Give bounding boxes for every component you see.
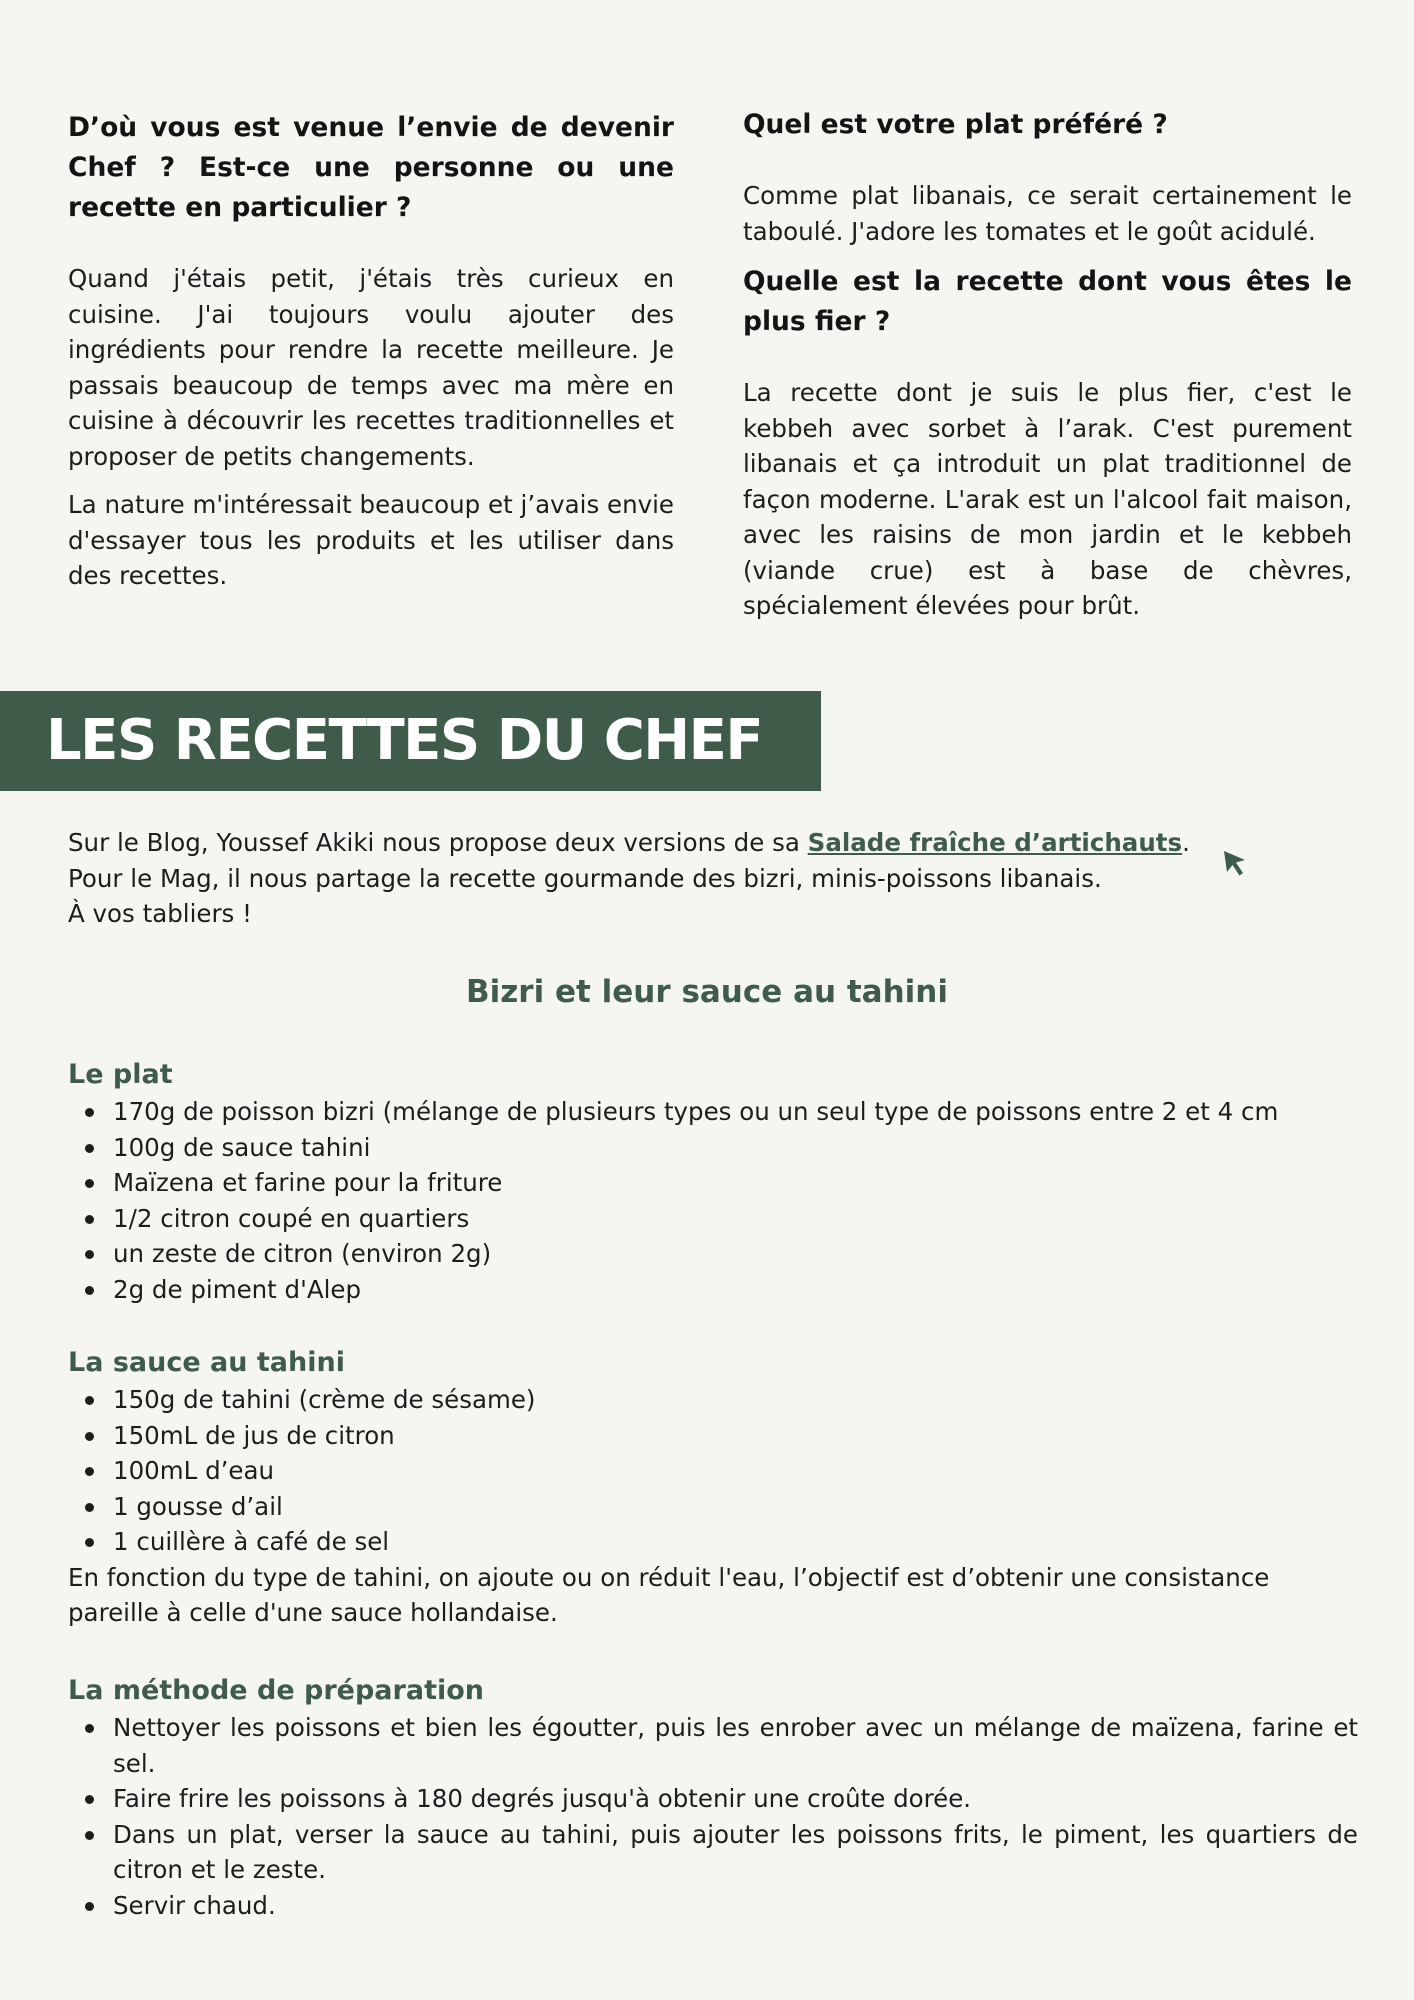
list-item-text: 170g de poisson bizri (mélange de plusieurs types ou un seul type de poissons entre 2 et 4 cm <box>113 1097 1279 1126</box>
cursor-arrow-icon <box>1222 849 1248 877</box>
bullet-icon <box>85 1902 94 1911</box>
answer-proudest-recipe: La recette dont je suis le plus fier, c'est le kebbeh avec sorbet à l’arak. C'est purement libanais et ça introduit un plat traditionnel de façon moderne. L'arak est un l'alcool fait maison, avec les raisins de mon jardin et le kebbeh (viande crue) est à base de chèvres, spécialement élevées pour brût. <box>743 378 1352 620</box>
list-item <box>68 1201 1358 1237</box>
list-item <box>68 1489 1358 1525</box>
list-item-text: 100g de sauce tahini <box>113 1132 371 1162</box>
answer-origin-paragraph-2: La nature m'intéressait beaucoup et j’avais envie d'essayer tous les produits et les utiliser dans des recettes. <box>68 490 674 590</box>
list-item <box>68 1710 1358 1781</box>
list-item-text: 150mL de jus de citron <box>113 1420 395 1450</box>
intro-line-1-prefix: Sur le Blog, Youssef Akiki nous propose deux versions de sa <box>68 828 808 857</box>
answer-favorite-dish: Comme plat libanais, ce serait certainement le taboulé. J'adore les tomates et le goût acidulé. <box>743 181 1352 246</box>
intro-line-3: À vos tabliers ! <box>68 899 252 928</box>
section-sauce-tahini <box>68 1344 1358 1631</box>
list-item-text: 100mL d’eau <box>113 1456 275 1485</box>
section-le-plat <box>68 1056 1358 1307</box>
list-item-text: un zeste de citron (environ 2g) <box>113 1239 492 1268</box>
intro-text <box>68 825 1358 932</box>
list-item-text: Dans un plat, verser la sauce au tahini, puis ajouter les poissons frits, le piment, les quartiers de citron et le zeste. <box>113 1819 1358 1884</box>
intro-line-2: Pour le Mag, il nous partage la recette gourmande des bizri, minis-poissons libanais. <box>68 863 1102 893</box>
list-item <box>68 1817 1358 1888</box>
section-banner <box>0 691 821 791</box>
section-heading-sauce: La sauce au tahini <box>68 1347 345 1378</box>
question-proudest-recipe: Quelle est la recette dont vous êtes le plus fier ? <box>743 266 1352 337</box>
bullet-icon <box>85 1396 94 1405</box>
intro-line-1-suffix: . <box>1182 828 1190 857</box>
recipe-title: Bizri et leur sauce au tahini <box>466 974 948 1010</box>
list-item <box>68 1236 1358 1272</box>
question-origin: D’où vous est venue l’envie de devenir Chef ? Est-ce une personne ou une recette en particulier ? <box>68 112 674 223</box>
list-item-text: Nettoyer les poissons et bien les égoutter, puis les enrober avec un mélange de maïzena, farine et sel. <box>113 1713 1358 1778</box>
list-item-text: Servir chaud. <box>113 1890 276 1920</box>
method-step-list <box>68 1710 1358 1923</box>
list-item <box>68 1888 1358 1924</box>
bullet-icon <box>85 1831 94 1840</box>
bullet-icon <box>85 1215 94 1224</box>
list-item-text: 150g de tahini (crème de sésame) <box>113 1385 536 1414</box>
list-item <box>68 1524 1358 1560</box>
list-item <box>68 1130 1358 1166</box>
bullet-icon <box>85 1467 94 1476</box>
list-item <box>68 1418 1358 1454</box>
section-heading-method: La méthode de préparation <box>68 1675 484 1706</box>
list-item-text: 1 cuillère à café de sel <box>113 1527 390 1556</box>
bullet-icon <box>85 1795 94 1804</box>
sauce-ingredient-list <box>68 1382 1358 1560</box>
list-item-text: Faire frire les poissons à 180 degrés jusqu'à obtenir une croûte dorée. <box>113 1784 972 1813</box>
section-methode <box>68 1672 1358 1923</box>
answer-origin-paragraph-1: Quand j'étais petit, j'étais très curieux en cuisine. J'ai toujours voulu ajouter des ingrédients pour rendre la recette meilleure. Je passais beaucoup de temps avec ma mère en cuisine à découvrir les recettes traditionnelles et proposer de petits changements. <box>68 264 674 471</box>
bullet-icon <box>85 1144 94 1153</box>
bullet-icon <box>85 1286 94 1295</box>
list-item <box>68 1781 1358 1817</box>
bullet-icon <box>85 1724 94 1733</box>
question-favorite-dish: Quel est votre plat préféré ? <box>743 109 1168 140</box>
list-item <box>68 1094 1358 1130</box>
interview-right-column <box>743 108 1352 624</box>
interview-left-column <box>68 108 674 594</box>
salade-artichauts-link[interactable]: Salade fraîche d’artichauts <box>807 828 1183 857</box>
section-heading-plat: Le plat <box>68 1059 173 1090</box>
banner-title: LES RECETTES DU CHEF <box>46 708 763 773</box>
sauce-note: En fonction du type de tahini, on ajoute ou on réduit l'eau, l’objectif est d’obtenir une consistance pareille à celle d'une sauce hollandaise. <box>68 1562 1270 1627</box>
list-item <box>68 1453 1358 1489</box>
intro-line-1 <box>68 825 1358 861</box>
bullet-icon <box>85 1250 94 1259</box>
bullet-icon <box>85 1108 94 1117</box>
bullet-icon <box>85 1503 94 1512</box>
list-item <box>68 1382 1358 1418</box>
list-item <box>68 1272 1358 1308</box>
bullet-icon <box>85 1432 94 1441</box>
list-item-text: 1/2 citron coupé en quartiers <box>113 1203 470 1233</box>
list-item-text: 2g de piment d'Alep <box>113 1274 362 1304</box>
plat-ingredient-list <box>68 1094 1358 1307</box>
bullet-icon <box>85 1179 94 1188</box>
list-item-text: 1 gousse d’ail <box>113 1491 283 1521</box>
list-item-text: Maïzena et farine pour la friture <box>113 1168 503 1197</box>
bullet-icon <box>85 1538 94 1547</box>
list-item <box>68 1165 1358 1201</box>
